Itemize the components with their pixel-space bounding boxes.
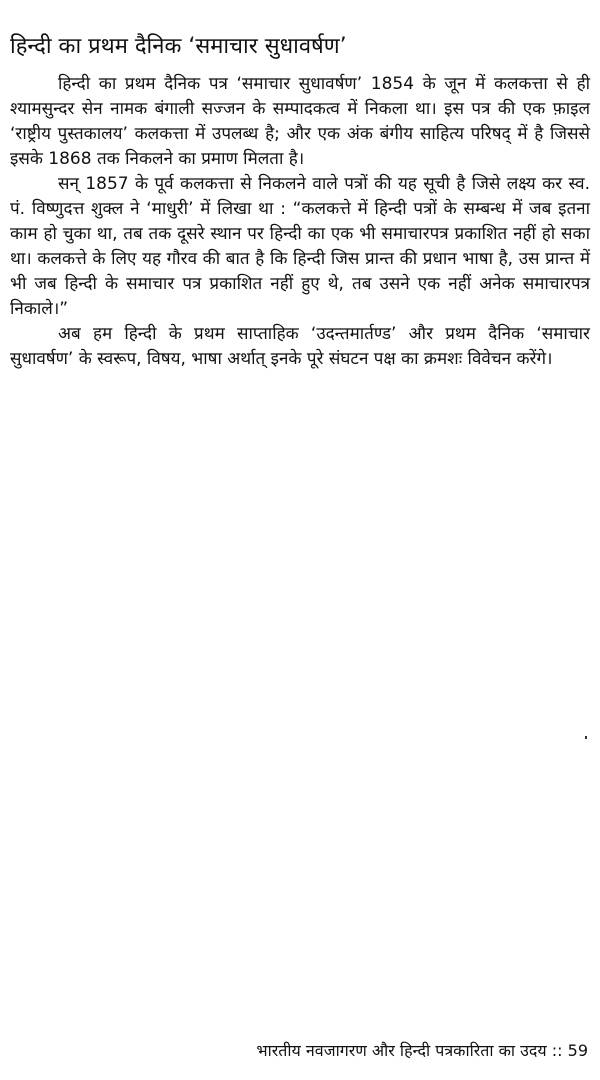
body-text bbox=[10, 72, 590, 372]
paragraph-3: अब हम हिन्दी के प्रथम साप्ताहिक ‘उदन्तमार्तण्ड’ और प्रथम दैनिक ‘समाचार सुधावर्षण’ के स्वरूप, विषय, भाषा अर्थात् इनके पूरे संघटन पक्ष का क्रमशः विवेचन करेंगे। bbox=[10, 324, 590, 369]
margin-mark bbox=[585, 736, 587, 739]
paragraph-1: हिन्दी का प्रथम दैनिक पत्र ‘समाचार सुधावर्षण’ 1854 के जून में कलकत्ता से ही श्यामसुन्दर सेन नामक बंगाली सज्जन के सम्पादकत्व में निकला था। इस पत्र की एक फ़ाइल ‘राष्ट्रीय पुस्तकालय’ कलकत्ता में उपलब्ध है; और एक अंक बंगीय साहित्य परिषद् में है जिससे इसके 1868 तक निकलने का प्रमाण मिलता है। bbox=[10, 74, 590, 169]
section-heading: हिन्दी का प्रथम दैनिक ‘समाचार सुधावर्षण’ bbox=[10, 34, 347, 59]
paragraph-2: सन् 1857 के पूर्व कलकत्ता से निकलने वाले पत्रों की यह सूची है जिसे लक्ष्य कर स्व. पं. विष्णुदत्त शुक्ल ने ‘माधुरी’ में लिखा था : “कलकत्ते में हिन्दी पत्रों के सम्बन्ध में जब इतना काम हो चुका था, तब तक दूसरे स्थान पर हिन्दी का एक भी समाचारपत्र प्रकाशित नहीं हो सका था। कलकत्ते के लिए यह गौरव की बात है कि हिन्दी जिस प्रान्त की प्रधान भाषा है, उस प्रान्त में भी जब हिन्दी के समाचार पत्र प्रकाशित नहीं हुए थे, तब उसने एक नहीं अनेक समाचारपत्र निकाले।” bbox=[10, 174, 590, 319]
page-footer: भारतीय नवजागरण और हिन्दी पत्रकारिता का उदय :: 59 bbox=[256, 1041, 588, 1060]
